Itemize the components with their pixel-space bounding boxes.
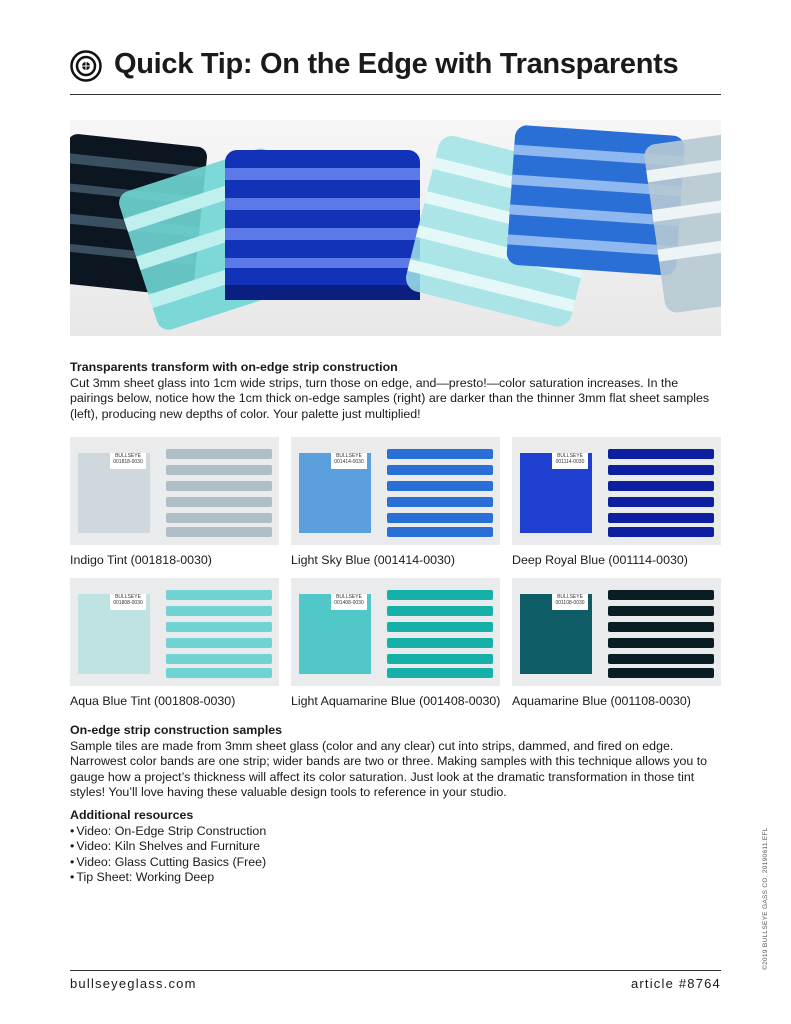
strip-band — [387, 513, 493, 523]
label-code: 001408-0030 — [334, 600, 364, 606]
on-edge-strip-sample — [608, 584, 714, 680]
swatch-caption: Light Aquamarine Blue (001408-0030) — [291, 694, 501, 708]
resource-link[interactable]: • Video: On-Edge Strip Construction — [70, 824, 721, 840]
swatch-photo — [512, 437, 721, 545]
strip-band — [387, 622, 493, 632]
label-code: 001414-0030 — [334, 459, 364, 465]
strip-band — [608, 590, 714, 600]
label-code: 001108-0030 — [555, 600, 585, 606]
label-code: 001114-0030 — [555, 459, 585, 465]
copyright-note: ©2019 BULLSEYE GASS CO. 20190611.EFL — [762, 827, 769, 970]
product-label — [331, 453, 367, 469]
resource-link[interactable]: • Tip Sheet: Working Deep — [70, 870, 721, 886]
swatch-photo — [70, 578, 279, 686]
strip-band — [166, 638, 272, 648]
strip-band — [608, 513, 714, 523]
strip-band — [387, 481, 493, 491]
on-edge-strip-sample — [608, 443, 714, 539]
samples-heading: On-edge strip construction samples — [70, 723, 283, 737]
swatch-photo — [70, 437, 279, 545]
strip-band — [608, 622, 714, 632]
strip-band — [608, 481, 714, 491]
swatch-photo — [291, 437, 500, 545]
swatch-caption: Light Sky Blue (001414-0030) — [291, 553, 455, 567]
resources-section — [70, 808, 721, 886]
footer-article-number: article #8764 — [630, 976, 721, 991]
strip-band — [166, 465, 272, 475]
footer-divider — [70, 970, 721, 971]
strip-band — [166, 449, 272, 459]
product-label — [552, 594, 588, 610]
label-brand: BULLSEYE — [115, 453, 141, 459]
strip-band — [608, 527, 714, 537]
strip-band — [387, 527, 493, 537]
product-label — [331, 594, 367, 610]
strip-band — [387, 590, 493, 600]
strip-band — [166, 622, 272, 632]
intro-section — [70, 360, 721, 422]
on-edge-strip-sample — [387, 443, 493, 539]
strip-band — [166, 497, 272, 507]
strip-band — [608, 449, 714, 459]
samples-section — [70, 723, 721, 801]
label-brand: BULLSEYE — [557, 453, 583, 459]
strip-band — [387, 654, 493, 664]
footer-website-link[interactable]: bullseyeglass.com — [70, 976, 197, 991]
strip-band — [166, 590, 272, 600]
strip-band — [166, 606, 272, 616]
swatch-photo — [512, 578, 721, 686]
strip-band — [166, 668, 272, 678]
label-brand: BULLSEYE — [336, 594, 362, 600]
page-title: Quick Tip: On the Edge with Transparents — [114, 48, 679, 80]
label-code: 001808-0030 — [113, 600, 143, 606]
label-brand: BULLSEYE — [557, 594, 583, 600]
strip-band — [608, 606, 714, 616]
swatch-photo — [291, 578, 500, 686]
strip-band — [166, 481, 272, 491]
label-brand: BULLSEYE — [336, 453, 362, 459]
strip-band — [387, 465, 493, 475]
on-edge-strip-sample — [387, 584, 493, 680]
strip-band — [166, 513, 272, 523]
product-label — [110, 453, 146, 469]
resources-list — [70, 824, 721, 886]
resource-link[interactable]: • Video: Kiln Shelves and Furniture — [70, 839, 721, 855]
strip-band — [166, 654, 272, 664]
samples-body: Sample tiles are made from 3mm sheet glass (color and any clear) cut into strips, dammed, and fired on edge. Narrowest color bands are one strip; wider bands are two or three. Making samples with this technique allows you to gauge how a project’s thickness will affect its color saturation. Just look at the dramatic transformation in those tint styles! You’ll love having these valuable design tools to reference in your studio. — [70, 738, 708, 799]
strip-band — [387, 497, 493, 507]
on-edge-strip-sample — [166, 584, 272, 680]
strip-band — [387, 449, 493, 459]
strip-band — [387, 668, 493, 678]
resources-heading: Additional resources — [70, 808, 194, 822]
strip-band — [387, 606, 493, 616]
title-row — [70, 46, 721, 95]
on-edge-strip-sample — [166, 443, 272, 539]
swatch-caption: Indigo Tint (001818-0030) — [70, 553, 212, 567]
intro-body: Cut 3mm sheet glass into 1cm wide strips, turn those on edge, and—presto!—color saturation increases. In the pairings below, notice how the 1cm thick on-edge samples (right) are darker than the thinner 3mm flat sheet samples (left), producing new depths of color. Your palette just multiplied! — [70, 375, 710, 421]
label-brand: BULLSEYE — [115, 594, 141, 600]
strip-band — [608, 668, 714, 678]
strip-band — [387, 638, 493, 648]
strip-band — [608, 497, 714, 507]
strip-band — [608, 638, 714, 648]
intro-heading: Transparents transform with on-edge strip construction — [70, 360, 398, 374]
swatch-caption: Deep Royal Blue (001114-0030) — [512, 553, 688, 567]
target-icon — [70, 50, 102, 82]
glass-tiles-image — [70, 120, 721, 336]
hero-photo — [70, 120, 721, 336]
product-label — [552, 453, 588, 469]
strip-band — [166, 527, 272, 537]
resource-link[interactable]: • Video: Glass Cutting Basics (Free) — [70, 855, 721, 871]
strip-band — [608, 465, 714, 475]
swatch-caption: Aquamarine Blue (001108-0030) — [512, 694, 691, 708]
label-code: 001818-0030 — [113, 459, 143, 465]
swatch-caption: Aqua Blue Tint (001808-0030) — [70, 694, 236, 708]
product-label — [110, 594, 146, 610]
strip-band — [608, 654, 714, 664]
